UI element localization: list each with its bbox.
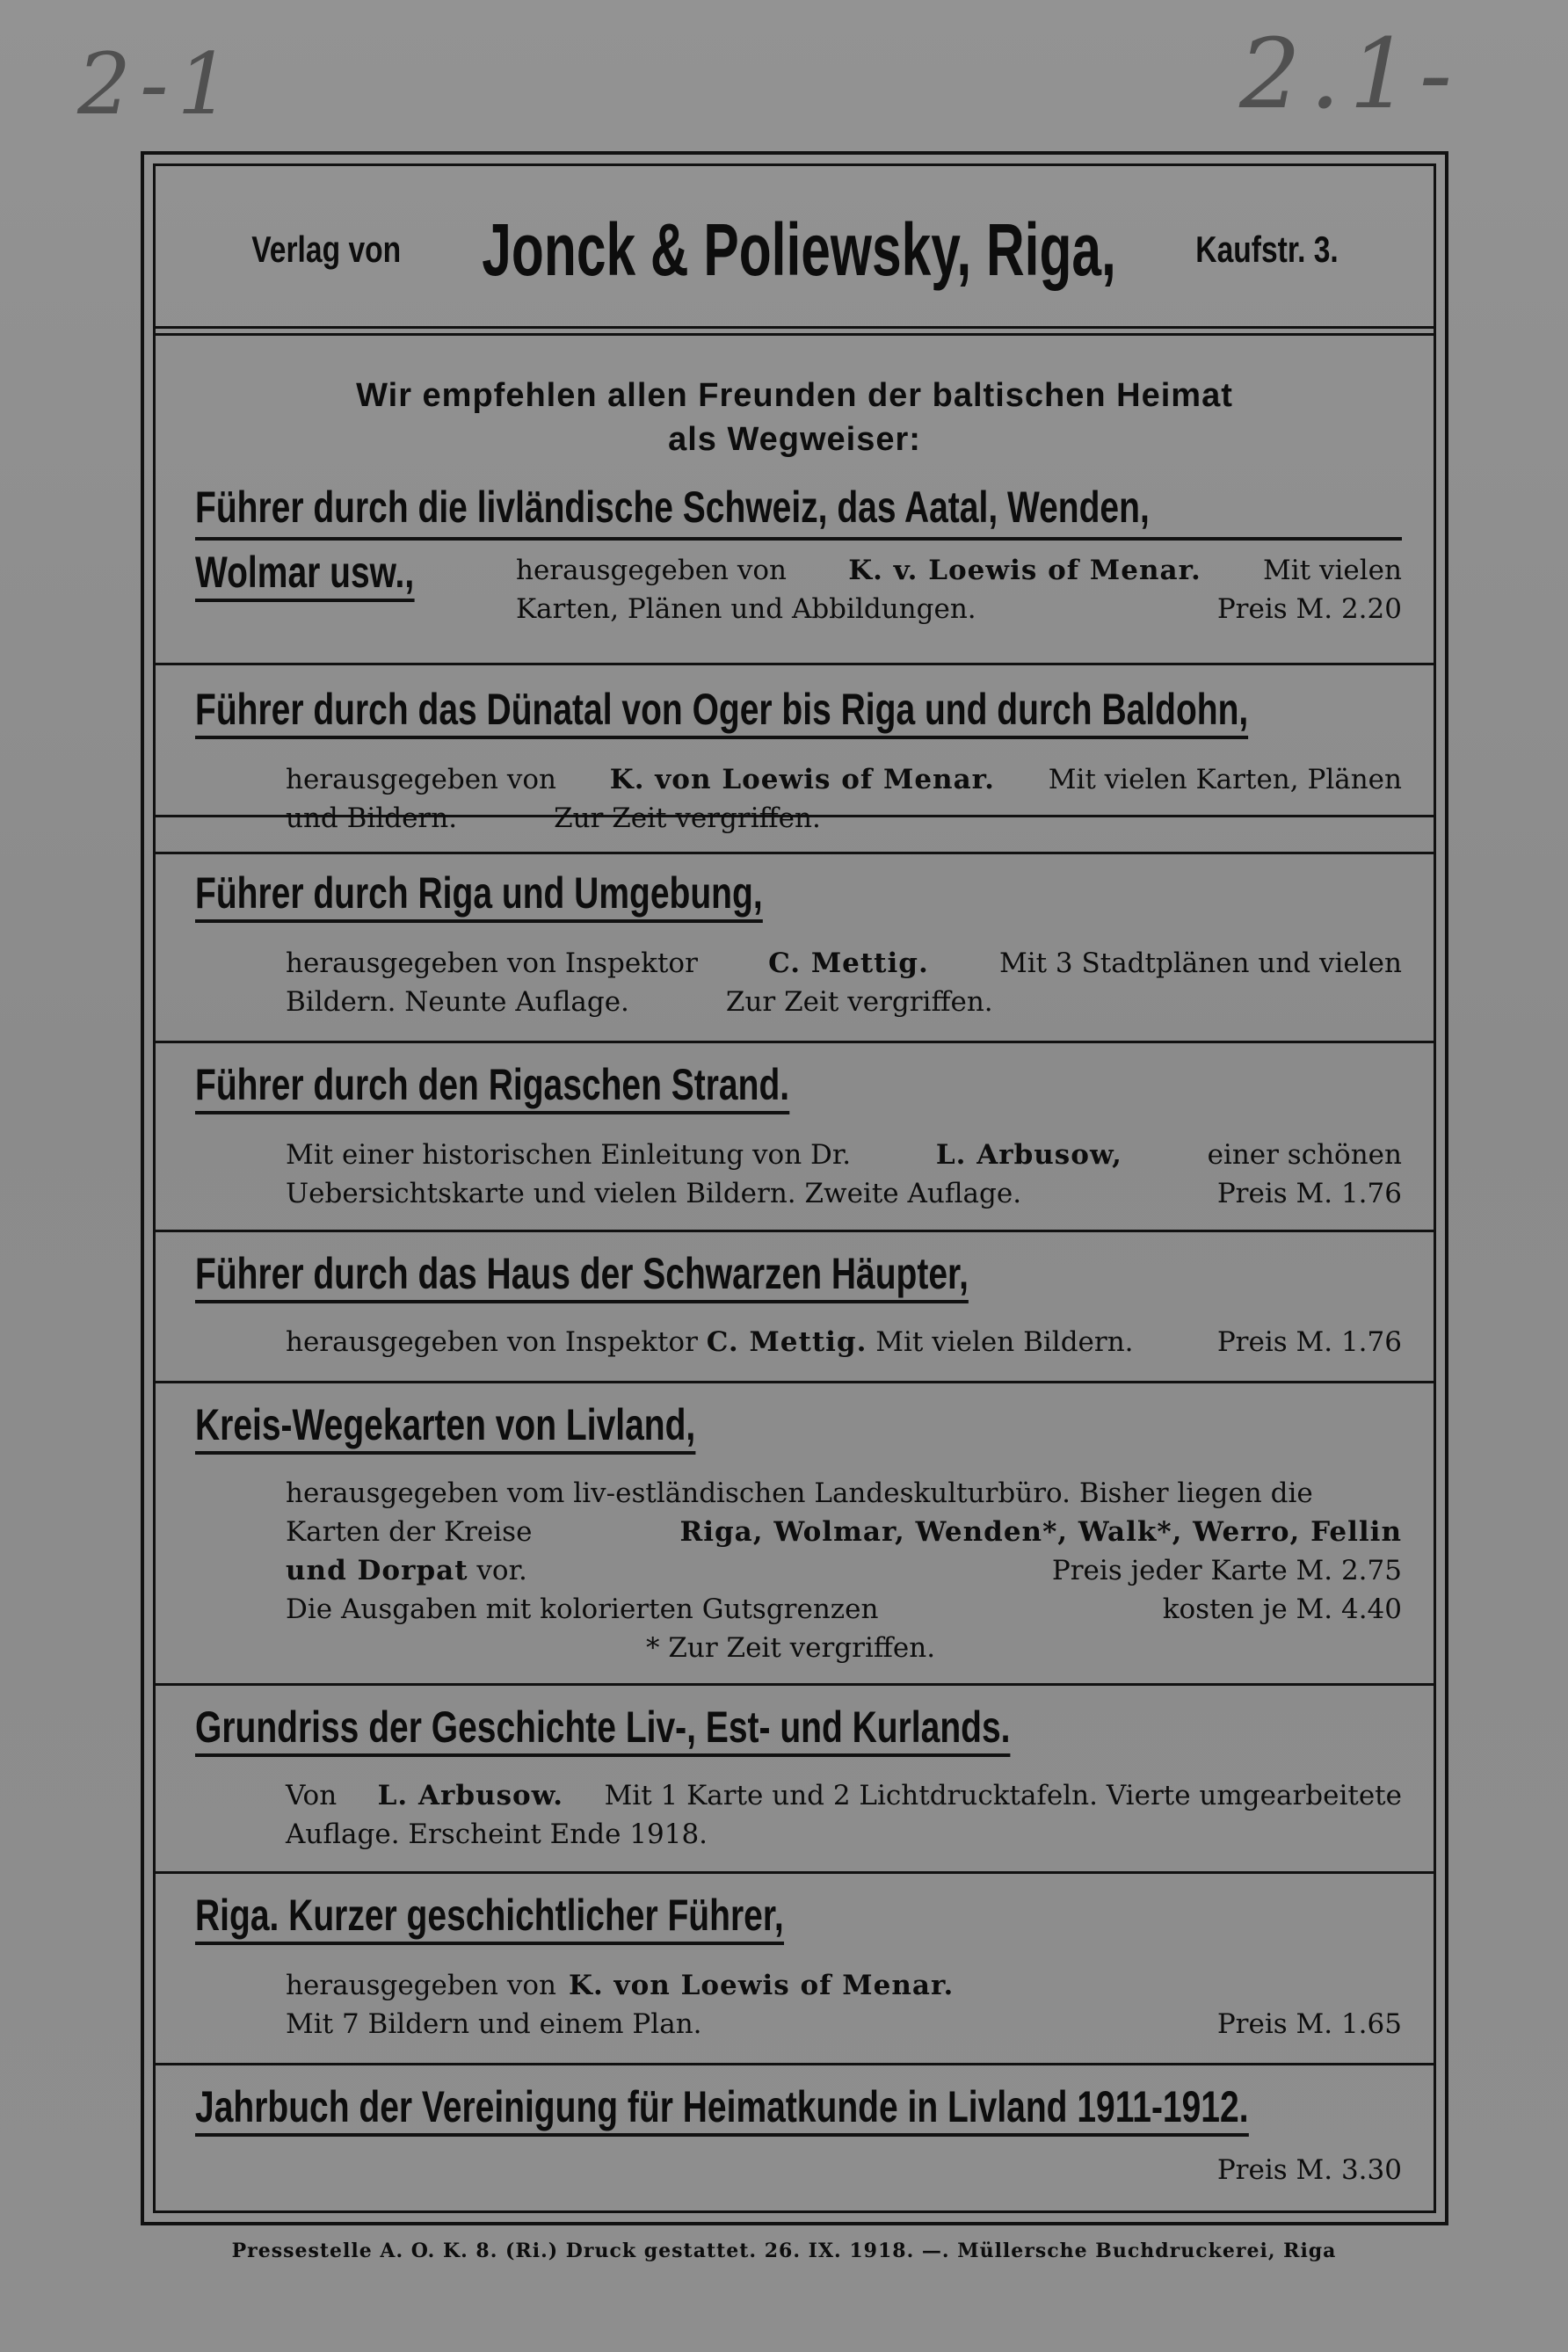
catalog-entry [156,1683,1434,1874]
publisher-address: Kaufstr. 3. [1195,229,1339,270]
entry-note: Zur Zeit vergriffen. [725,986,993,1018]
inner-frame [153,163,1436,2213]
entry-price: Preis M. 2.20 [1216,593,1402,625]
intro-line-2: als Wegweiser: [668,421,921,458]
entry-text: herausgegeben von Inspektor [286,947,698,979]
entry-author: C. Mettig. [768,947,929,979]
entry-price: Preis M. 3.30 [1216,2154,1402,2186]
entry-text: vor. [476,1555,527,1586]
catalog-entry [156,1230,1434,1383]
entry-price: kosten je M. 4.40 [1162,1593,1402,1625]
entry-author: L. Arbusow, [935,1139,1122,1171]
entry-title: Grundriss der Geschichte Liv-, Est- und Kurlands. [195,1702,1011,1757]
entry-text: und Bildern. [286,802,458,834]
entry-title: Riga. Kurzer geschichtlicher Führer, [195,1891,784,1945]
entry-title: Führer durch die livländische Schweiz, das Aatal, Wenden, [195,483,1150,532]
entry-author: K. von Loewis of Menar. [609,764,995,795]
entry-text: Karten, Plänen und Abbildungen. [516,593,976,625]
entry-text: Auflage. Erscheint Ende 1918. [286,1818,708,1850]
title-underline [195,537,1402,541]
catalog-entry [156,2063,1434,2212]
entry-text: herausgegeben vom liv-estländischen Landeskulturbüro. Bisher liegen die [286,1477,1313,1509]
entry-author: C. Mettig. [706,1326,867,1358]
pencil-annotation-right: 2.1- [1239,18,1462,130]
entry-text: herausgegeben von [286,1970,557,2001]
entry-text: Karten der Kreise [286,1516,533,1548]
entry-note: Zur Zeit vergriffen. [554,802,821,834]
entry-title: Führer durch den Rigaschen Strand. [195,1060,789,1114]
entry-text: Mit vielen [1263,555,1402,586]
entry-text: Mit 1 Karte und 2 Lichtdrucktafeln. Vierte umgearbeitete [604,1780,1402,1811]
entry-text: einer schönen [1207,1139,1402,1171]
catalog-entry [156,1041,1434,1232]
entry-text: Mit vielen Bildern. [875,1326,1134,1358]
entry-title: Jahrbuch der Vereinigung für Heimatkunde in Livland 1911-1912. [195,2082,1249,2137]
entry-text: herausgegeben von Inspektor [286,1326,698,1358]
entry-text: Mit 7 Bildern und einem Plan. [286,2008,702,2040]
entry-title: Führer durch das Dünatal von Oger bis Riga und durch Baldohn, [195,685,1248,739]
pencil-annotation-left: 2-1 [77,35,240,134]
entry-price: Preis M. 1.76 [1216,1326,1402,1358]
entry-text: Von [286,1780,338,1811]
entry-text: herausgegeben von [516,555,788,586]
entry-title: Führer durch Riga und Umgebung, [195,868,763,923]
header-prefix: Verlag von [251,229,402,270]
entry-title-continued: Wolmar usw., [195,548,414,602]
entry-text: Uebersichtskarte und vielen Bildern. Zweite Auflage. [286,1178,1022,1209]
entry-title: Kreis-Wegekarten von Livland, [195,1400,695,1455]
publisher-header [156,166,1434,336]
entry-place: und Dorpat [286,1555,468,1586]
entry-text: Bildern. Neunte Auflage. [286,986,629,1018]
entry-price: Preis M. 1.65 [1216,2008,1402,2040]
entry-text: Mit einer historischen Einleitung von Dr. [286,1139,852,1171]
intro-line-1: Wir empfehlen allen Freunden der baltischen Heimat [356,377,1233,414]
catalog-entry [156,1871,1434,2065]
entry-author: K. v. Loewis of Menar. [848,555,1201,586]
catalog-entry [156,663,1434,854]
printer-footer: Pressestelle A. O. K. 8. (Ri.) Druck gestattet. 26. IX. 1918. —. Müllersche Buchdruckerei, Riga [231,2239,1337,2262]
entry-places: Riga, Wolmar, Wenden*, Walk*, Werro, Fellin [679,1516,1402,1548]
entry-author: K. von Loewis of Menar. [569,1970,955,2001]
entry-price: Preis M. 1.76 [1216,1178,1402,1209]
catalog-entry [156,849,1434,1043]
entry-price: Preis jeder Karte M. 2.75 [1051,1555,1402,1586]
entry-note: * Zur Zeit vergriffen. [646,1632,936,1664]
entry-text: herausgegeben von [286,764,557,795]
entry-title: Führer durch das Haus der Schwarzen Häupter, [195,1249,969,1303]
entry-author: L. Arbusow. [377,1780,564,1811]
intro-text [156,374,1434,461]
publisher-name: Jonck & Poliewsky, Riga, [481,207,1116,291]
catalog-entry [156,1381,1434,1686]
entry-text: Die Ausgaben mit kolorierten Gutsgrenzen [286,1593,879,1625]
outer-frame [141,151,1448,2225]
entry-text: Mit vielen Karten, Plänen [1048,764,1402,795]
entry-text: Mit 3 Stadtplänen und vielen [998,947,1402,979]
